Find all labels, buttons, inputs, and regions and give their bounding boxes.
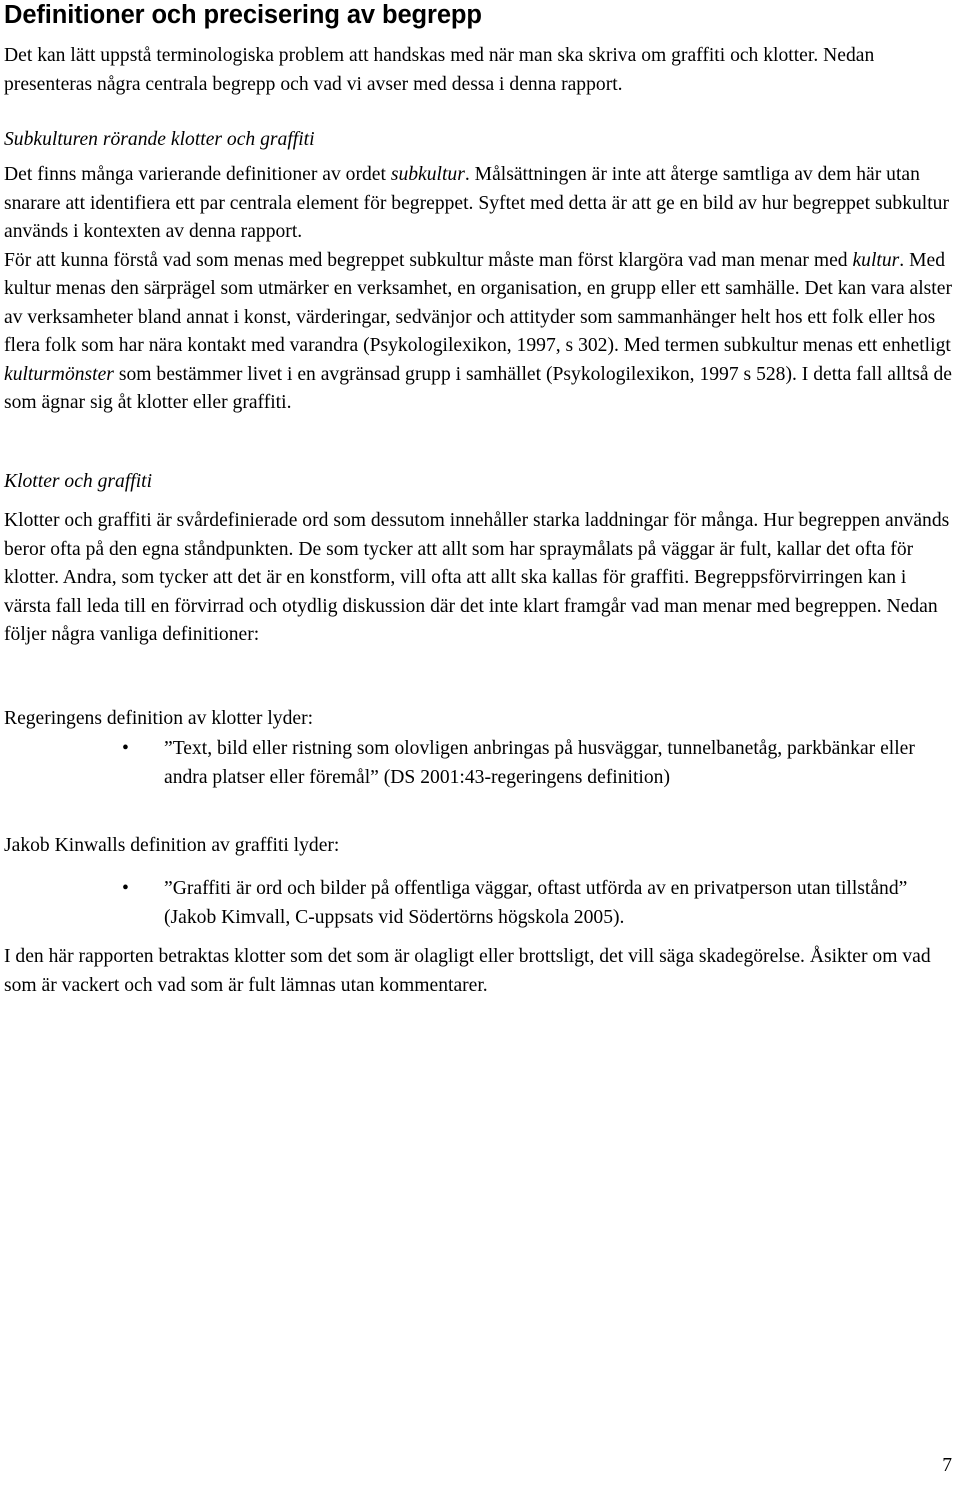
page-number: 7: [942, 1455, 952, 1476]
document-page: [4, 0, 956, 1485]
subkultur-paragraph-2: [4, 247, 956, 418]
definition-2-intro-text: Jakob Kinwalls definition av graffiti lyder:: [4, 835, 340, 856]
subkultur-p2-text-c: som bestämmer livet i en avgränsad grupp i samhället (Psykologilexikon, 1997 s 528). I detta fall alltså de som ägnar sig åt klotter eller graffiti.: [4, 363, 952, 413]
subkultur-p2-text-a: För att kunna förstå vad som menas med begreppet subkultur måste man först klargöra vad man menar med: [4, 249, 853, 271]
definition-2-quote: ”Graffiti är ord och bilder på offentliga väggar, oftast utförda av en privatperson utan tillstånd” (Jakob Kimvall, C-uppsats vid Södertörns högskola 2005).: [164, 878, 908, 928]
subkultur-p2-emphasis-kultur: kultur: [852, 249, 900, 271]
subkultur-p2-text-b: . Med kultur menas den särprägel som utmärker en verksamhet, en organisation, en grupp eller ett samhälle. Det kan vara alster av verksamheter bland annat i konst, värderingar, sedvänjor och attityder som sammanhänger helt hos ett folk eller hos flera folk som har nära kontakt med varandra (Psykologilexikon, 1997, s 302). Med termen subkultur menas ett enhetligt: [4, 249, 952, 356]
section-klotter-body: [4, 507, 956, 650]
definition-1-quote: ”Text, bild eller ristning som olovligen anbringas på husväggar, tunnelbanetåg, parkbänkar eller andra platser eller föremål” (DS 2001:43-regeringens definition): [164, 738, 915, 788]
section-subkultur-body: [4, 161, 956, 418]
subkultur-p1-text-a: Det finns många varierande definitioner av ordet: [4, 164, 391, 185]
section-klotter-title: Klotter och graffiti: [4, 471, 153, 492]
conclusion-text: I den här rapporten betraktas klotter som det som är olagligt eller brottsligt, det vill säga skadegörelse. Åsikter om vad som är vackert och vad som är fult lämnas utan kommentarer.: [4, 946, 931, 996]
conclusion-paragraph: [4, 943, 956, 1000]
klotter-paragraph-1: Klotter och graffiti är svårdefinierade ord som dessutom innehåller starka laddningar för många. Hur begreppen används beror ofta på den egna ståndpunkten. De som tycker att allt som har spraymålats på väggar är fult, kallar det ofta för klotter. Andra, som tycker att det är en konstform, vill ofta att allt ska kallas för graffiti. Begreppsförvirringen kan i värsta fall leda till en förvirrad och otydlig diskussion där det inte klart framgår vad man menar med begreppen. Nedan följer några vanliga definitioner:: [4, 510, 950, 645]
intro-text: Det kan lätt uppstå terminologiska problem att handskas med när man ska skriva om graffiti och klotter. Nedan presenteras några centrala begrepp och vad vi avser med dessa i denna rapport.: [4, 45, 875, 95]
definition-2-list: [4, 875, 956, 932]
section-subkultur-title: Subkulturen rörande klotter och graffiti: [4, 129, 315, 150]
definition-1-intro-text: Regeringens definition av klotter lyder:: [4, 708, 314, 729]
subkultur-p1-emphasis: subkultur: [390, 164, 465, 185]
intro-paragraph: [4, 42, 956, 99]
bullet-icon: •: [122, 878, 129, 899]
definition-1-item: [4, 735, 956, 792]
subkultur-p2-emphasis-kulturmonster: kulturmönster: [4, 363, 114, 385]
definition-2-intro: [4, 832, 956, 861]
bullet-icon: •: [122, 738, 129, 759]
definition-1-list: [4, 735, 956, 792]
definition-2-item: [4, 875, 956, 932]
definition-1-intro: [4, 705, 956, 734]
subkultur-paragraph-1: [4, 161, 956, 247]
page-heading: Definitioner och precisering av begrepp: [4, 1, 482, 29]
subkultur-p1-text-b: . Målsättningen är inte att återge samtliga av dem här utan snarare att identifiera ett par centrala element för begreppet. Syftet med detta är att ge en bild av hur begreppet subkultur används i kontexten av denna rapport.: [4, 164, 949, 242]
